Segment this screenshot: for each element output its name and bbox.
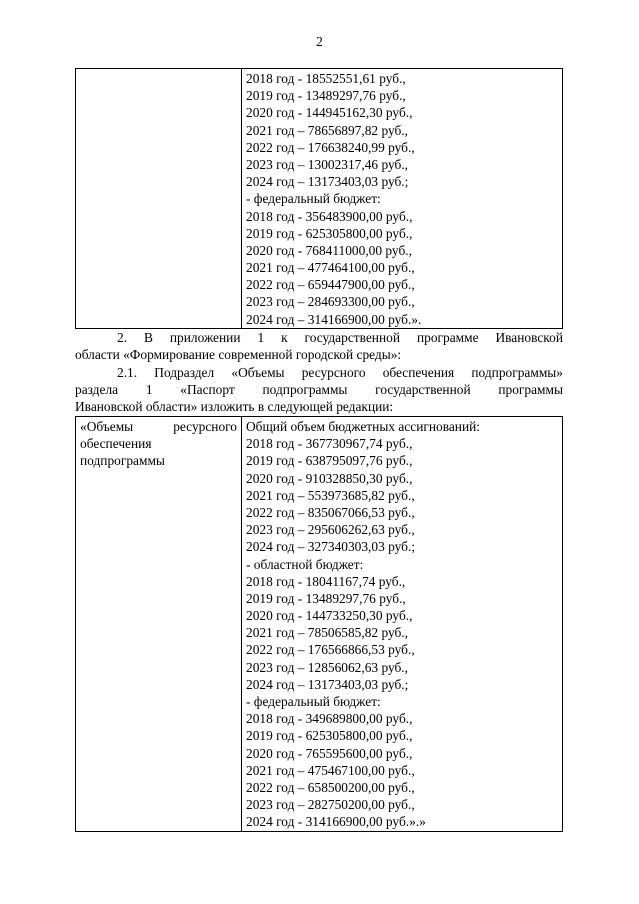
label-line: «Объемы ресурсного [80, 419, 237, 434]
value-line: 2021 год – 78506585,82 руб., [246, 625, 408, 641]
value-line: - федеральный бюджет: [246, 694, 381, 709]
paragraph-line: раздела 1 «Паспорт подпрограммы государственной программы [75, 382, 563, 398]
value-line: 2022 год – 835067066,53 руб., [246, 504, 415, 520]
value-line: 2023 год – 295606262,63 руб., [246, 522, 415, 538]
value-line: 2020 год - 910328850,30 руб., [246, 470, 413, 486]
value-line: 2022 год – 176638240,99 руб., [246, 139, 415, 155]
table-row [76, 69, 563, 329]
value-line: 2021 год – 475467100,00 руб., [246, 762, 415, 778]
value-line: 2019 год - 625305800,00 руб., [246, 225, 413, 241]
value-line: 2021 год – 553973685,82 руб., [246, 487, 415, 503]
paragraph-line: 2.1. Подраздел «Объемы ресурсного обеспечения подпрограммы» [117, 365, 563, 380]
value-line: 2021 год – 78656897,82 руб., [246, 122, 408, 138]
value-line: 2018 год - 367730967,74 руб., [246, 436, 413, 452]
label-line: подпрограммы [80, 453, 165, 469]
value-line: 2022 год – 658500200,00 руб., [246, 779, 415, 795]
paragraph-item-2 [75, 329, 563, 363]
value-line: 2023 год – 13002317,46 руб., [246, 156, 408, 172]
value-line: 2023 год – 284693300,00 руб., [246, 294, 415, 310]
value-line: 2022 год – 659447900,00 руб., [246, 277, 415, 293]
table-label-cell [76, 69, 242, 329]
value-line: 2019 год - 13489297,76 руб., [246, 590, 406, 606]
table-row [76, 417, 563, 832]
value-line: Общий объем бюджетных ассигнований: [246, 419, 481, 434]
value-line: 2018 год - 356483900,00 руб., [246, 208, 413, 224]
value-line: 2024 год – 314166900,00 руб.». [246, 311, 422, 327]
table-label-cell [76, 417, 242, 832]
value-line: 2024 год – 13173403,03 руб.; [246, 174, 409, 190]
value-line: 2023 год – 282750200,00 руб., [246, 797, 415, 813]
value-line: 2024 год - 314166900,00 руб.».» [246, 814, 426, 830]
value-line: 2019 год - 638795097,76 руб., [246, 453, 413, 469]
table-values-cell [242, 417, 563, 832]
value-line: 2020 год - 765595600,00 руб., [246, 745, 413, 761]
value-line: - областной бюджет: [246, 556, 364, 572]
value-line: 2023 год – 12856062,63 руб., [246, 659, 408, 675]
value-line: 2018 год - 18552551,61 руб., [246, 71, 406, 86]
value-line: 2024 год – 327340303,03 руб.; [246, 539, 416, 555]
value-line: 2018 год - 18041167,74 руб., [246, 573, 406, 589]
value-line: 2022 год – 176566866,53 руб., [246, 642, 415, 658]
table-values-cell [242, 69, 563, 329]
paragraph-line: Ивановской области» изложить в следующей редакции: [75, 399, 394, 415]
label-line: обеспечения [80, 436, 152, 452]
paragraph-line: 2. В приложении 1 к государственной программе Ивановской [117, 330, 563, 345]
paragraph-item-2-1 [75, 364, 563, 416]
paragraph-line: области «Формирование современной городской среды»: [75, 347, 402, 363]
value-line: - федеральный бюджет: [246, 191, 381, 207]
value-line: 2020 год - 144945162,30 руб., [246, 105, 413, 121]
value-line: 2020 год - 144733250,30 руб., [246, 608, 413, 624]
value-line: 2020 год - 768411000,00 руб., [246, 242, 412, 258]
value-line: 2019 год - 13489297,76 руб., [246, 88, 406, 104]
funding-table [75, 416, 563, 832]
value-line: 2021 год – 477464100,00 руб., [246, 260, 415, 276]
page-number: 2 [316, 34, 323, 49]
value-line: 2019 год - 625305800,00 руб., [246, 728, 413, 744]
value-line: 2024 год – 13173403,03 руб.; [246, 676, 409, 692]
value-line: 2018 год - 349689800,00 руб., [246, 711, 413, 727]
funding-table-continued [75, 68, 563, 329]
